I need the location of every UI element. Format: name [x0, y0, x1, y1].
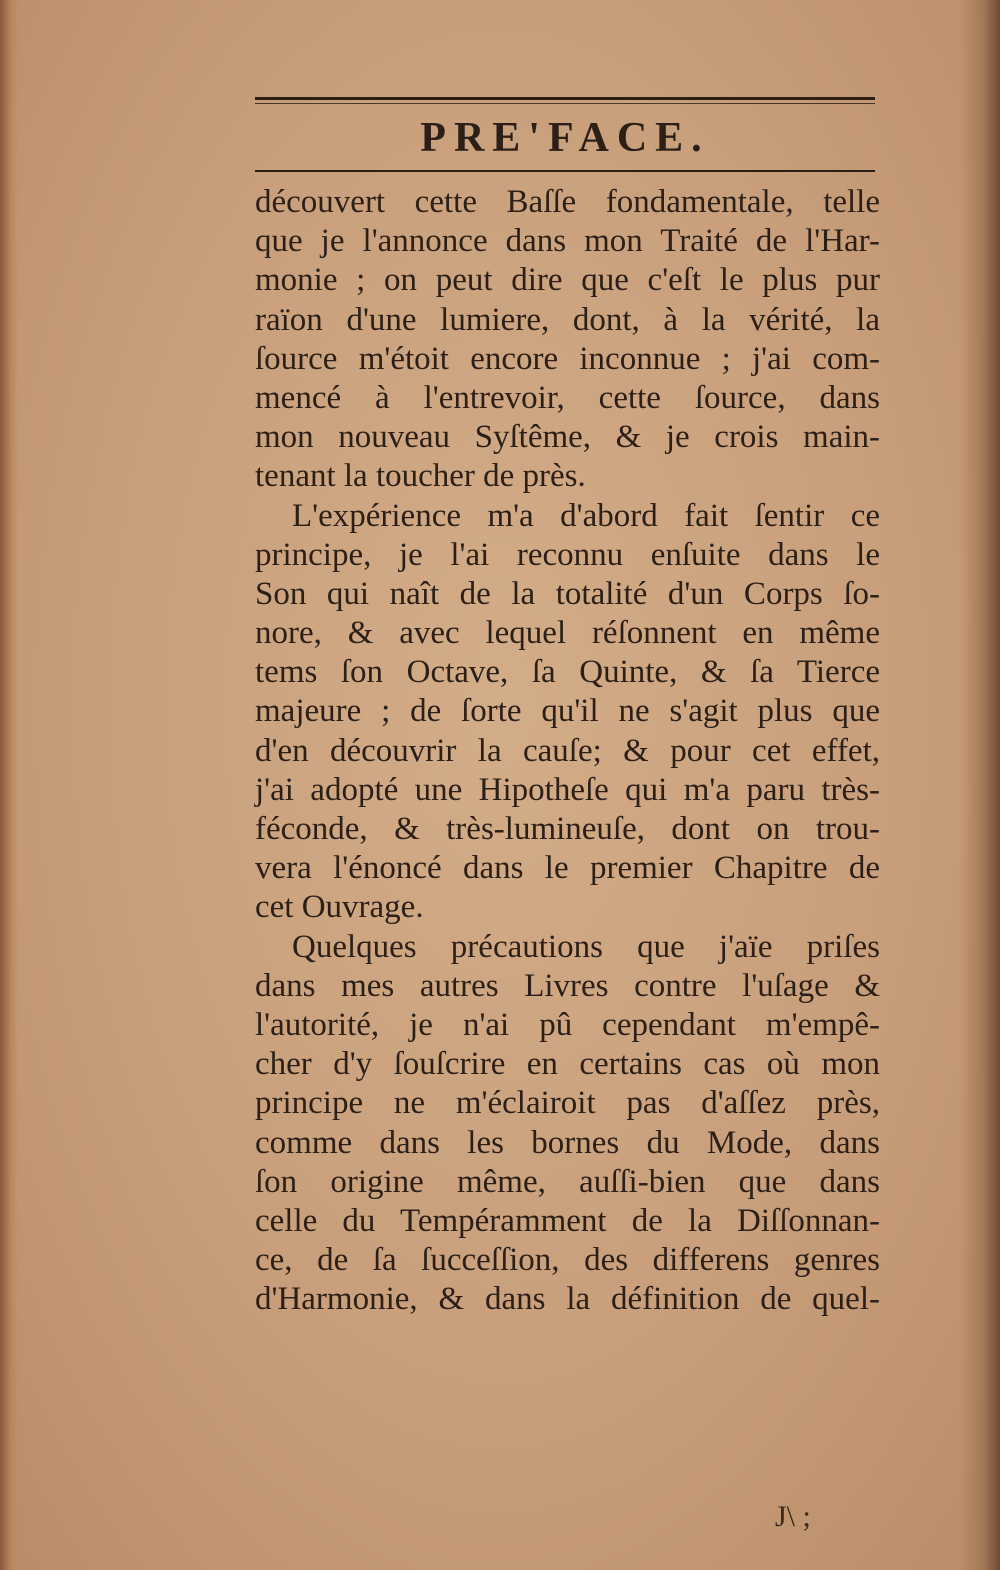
paragraph-start-line: L'expérience m'a d'abord fait ſentir ce [292, 497, 880, 534]
text-line: majeure ; de ſorte qu'il ne s'agit plus que [255, 693, 880, 730]
text-line: mencé à l'entrevoir, cette ſource, dans [255, 379, 880, 416]
text-line: comme dans les bornes du Mode, dans [255, 1124, 880, 1161]
text-line: féconde, & très-lumineuſe, dont on trou- [255, 811, 880, 847]
text-line: nore, & avec lequel réſonnent en même [255, 615, 880, 652]
text-line: d'en découvrir la cauſe; & pour cet effet, [255, 732, 880, 769]
text-line: principe ne m'éclairoit pas d'aſſez près, [255, 1085, 880, 1122]
text-line: j'ai adopté une Hipotheſe qui m'a paru très- [255, 771, 880, 808]
text-line: monie ; on peut dire que c'eſt le plus pur [255, 262, 880, 299]
header-rule-top [255, 97, 875, 100]
text-line: d'Harmonie, & dans la définition de quel- [255, 1281, 880, 1318]
text-line: raïon d'une lumiere, dont, à la vérité, la [255, 301, 880, 338]
running-head: PRE'FACE. [420, 115, 710, 161]
text-line: vera l'énoncé dans le premier Chapitre de [255, 850, 880, 887]
header-rule-top-thin [255, 103, 875, 104]
text-line: cet Ouvrage. [255, 889, 424, 926]
text-line: tenant la toucher de près. [255, 458, 586, 495]
text-line: mon nouveau Syſtême, & je crois main- [255, 419, 880, 456]
text-line: principe, je l'ai reconnu enſuite dans le [255, 536, 880, 573]
paragraph-start-line: Quelques précautions que j'aïe priſes [292, 928, 880, 965]
header-rule-bottom [255, 170, 875, 172]
text-line: ce, de ſa ſucceſſion, des differens genres [255, 1242, 880, 1279]
signature-marks: J\ ; [775, 1500, 811, 1533]
text-line: découvert cette Baſſe fondamentale, telle [255, 184, 880, 220]
text-line: tems ſon Octave, ſa Quinte, & ſa Tierce [255, 654, 880, 691]
text-line: ſource m'étoit encore inconnue ; j'ai com- [255, 340, 880, 377]
text-line: cher d'y ſouſcrire en certains cas où mon [255, 1046, 880, 1083]
text-line: l'autorité, je n'ai pû cependant m'empê- [255, 1006, 880, 1043]
page-edge-right [960, 0, 1000, 1570]
page-edge-left [0, 0, 18, 1570]
text-line: que je l'annonce dans mon Traité de l'Har- [255, 223, 880, 260]
text-line: dans mes autres Livres contre l'uſage & [255, 967, 880, 1004]
text-line: ſon origine même, auſſi-bien que dans [255, 1163, 880, 1200]
text-line: Son qui naît de la totalité d'un Corps ſo- [255, 575, 880, 612]
text-line: celle du Tempéramment de la Diſſonnan- [255, 1202, 880, 1239]
body-text [255, 183, 880, 1319]
